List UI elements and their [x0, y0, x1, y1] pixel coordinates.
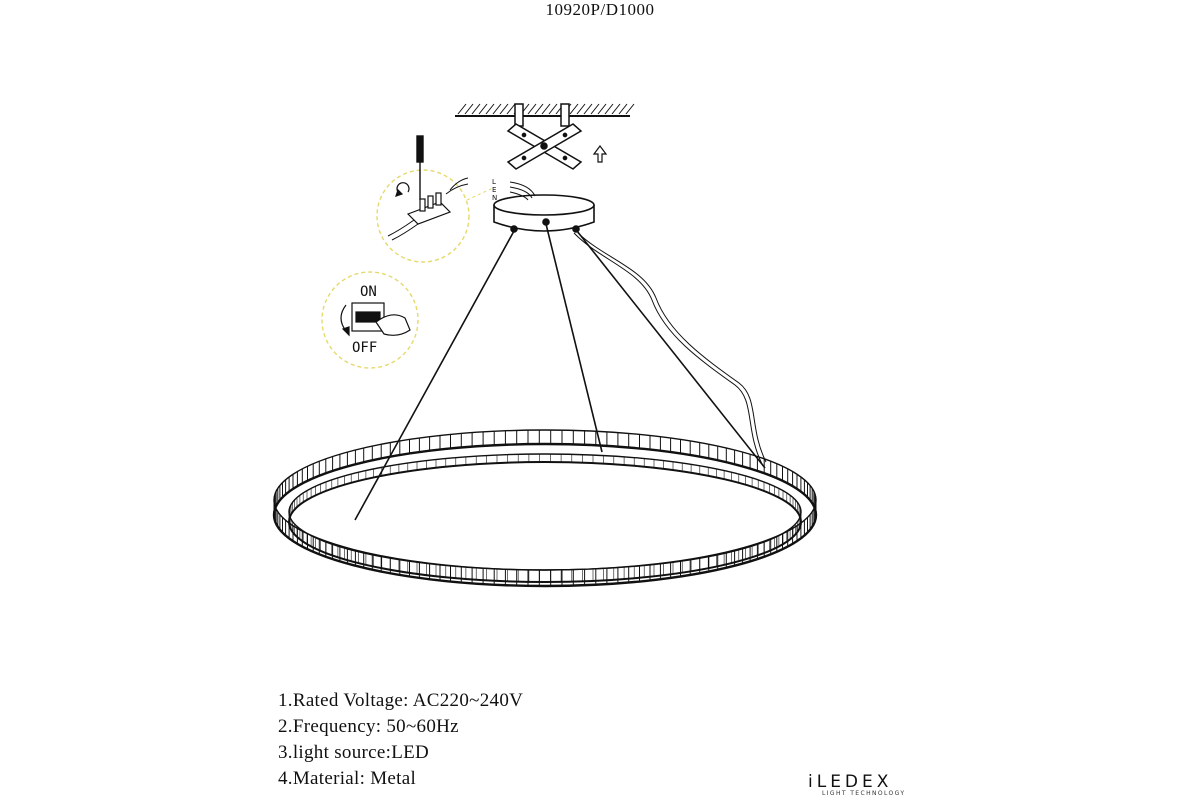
wiring-callout	[377, 136, 493, 262]
switch-off-label: OFF	[352, 340, 378, 356]
spec-material: 4.Material: Metal	[278, 768, 417, 789]
switch-callout	[322, 272, 418, 368]
brand-logo	[808, 772, 905, 797]
svg-text:E: E	[492, 186, 497, 194]
up-arrow-icon	[594, 146, 606, 162]
crystal-ring	[274, 430, 816, 586]
switch-on-label: ON	[360, 284, 377, 300]
svg-text:N: N	[492, 194, 498, 202]
svg-text:L: L	[492, 178, 496, 186]
model-title: 10920P/D1000	[545, 0, 655, 19]
spec-rated-voltage: 1.Rated Voltage: AC220~240V	[278, 690, 524, 711]
canopy	[494, 195, 594, 232]
brand-tagline: LIGHT TECHNOLOGY	[822, 790, 906, 797]
spec-list	[278, 688, 523, 792]
ceiling-hatch	[455, 104, 634, 116]
terminal-labels	[492, 178, 497, 202]
brand-name: iLEDEX	[808, 772, 893, 792]
spec-frequency: 2.Frequency: 50~60Hz	[278, 716, 459, 737]
spec-light-source: 3.light source:LED	[278, 742, 430, 763]
